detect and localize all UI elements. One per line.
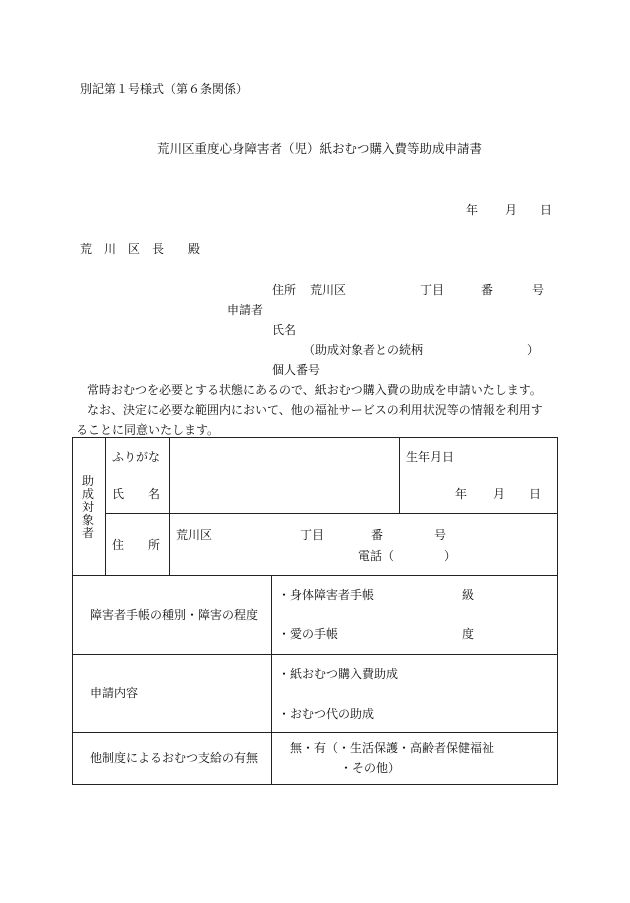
birth-date-label: 生年月日: [406, 450, 455, 464]
birth-day-label: 日: [529, 487, 542, 501]
request-label: 申請内容: [90, 686, 139, 700]
phone-label: 電話（: [358, 549, 395, 563]
statement-line-1: 常時おむつを必要とする状態にあるので、紙おむつ購入費の助成を申請いたします。: [87, 383, 542, 397]
addressee: 荒 川 区 長 殿: [80, 242, 201, 256]
subject-header-char-1: 助: [82, 474, 95, 488]
relation-close: ）: [527, 343, 540, 357]
date-month-label: 月: [505, 203, 518, 217]
statement-line-3: ることに同意いたします。: [76, 423, 220, 437]
date-year-label: 年: [466, 203, 479, 217]
applicant-label: 申請者: [227, 303, 264, 317]
form-title: 荒川区重度心身障害者（児）紙おむつ購入費等助成申請書: [157, 141, 483, 156]
applicant-go: 号: [532, 283, 545, 297]
applicant-chome: 丁目: [420, 283, 445, 297]
ai-handbook-option: ・愛の手帳: [278, 627, 339, 641]
other-system-options-line-1: 無・有（・生活保護・高齢者保健福祉: [290, 741, 495, 755]
other-system-options-line-2: ・その他）: [340, 761, 401, 775]
form-reference: 別記第１号様式（第６条関係）: [80, 82, 249, 96]
birth-month-label: 月: [493, 487, 506, 501]
physical-handbook-option: ・身体障害者手帳: [278, 588, 375, 602]
subject-table: [72, 437, 558, 785]
address-label: 住 所: [112, 538, 161, 552]
date-day-label: 日: [540, 203, 553, 217]
individual-number-label: 個人番号: [272, 363, 321, 377]
request-option-diaper-purchase: ・紙おむつ購入費助成: [278, 667, 399, 681]
subject-header-char-2: 成: [82, 487, 95, 501]
name-label: 氏 名: [112, 487, 161, 501]
applicant-address-label: 住所: [272, 283, 297, 297]
subject-header-char-3: 対: [82, 500, 95, 514]
applicant-address-ward: 荒川区: [310, 283, 347, 297]
furigana-label: ふりがな: [112, 450, 161, 464]
birth-year-label: 年: [455, 487, 468, 501]
other-system-label: 他制度によるおむつ支給の有無: [90, 751, 259, 765]
applicant-ban: 番: [481, 283, 494, 297]
address-chome: 丁目: [300, 528, 325, 542]
address-ward: 荒川区: [176, 528, 213, 542]
applicant-name-label: 氏名: [272, 323, 297, 337]
statement-line-2: なお、決定に必要な範囲内において、他の福祉サービスの利用状況等の情報を利用す: [87, 403, 543, 417]
subject-header-char-5: 者: [82, 526, 95, 540]
phone-close: ）: [444, 549, 457, 563]
address-go: 号: [434, 528, 447, 542]
relation-label: （助成対象者との続柄: [303, 343, 424, 357]
name-entry-field[interactable]: [170, 438, 398, 513]
handbook-label: 障害者手帳の種別・障害の程度: [90, 608, 259, 622]
address-ban: 番: [371, 528, 384, 542]
ai-degree-label: 度: [462, 627, 475, 641]
request-option-diaper-cost: ・おむつ代の助成: [278, 707, 375, 721]
subject-header-char-4: 象: [82, 513, 95, 527]
physical-grade-label: 級: [462, 588, 475, 602]
